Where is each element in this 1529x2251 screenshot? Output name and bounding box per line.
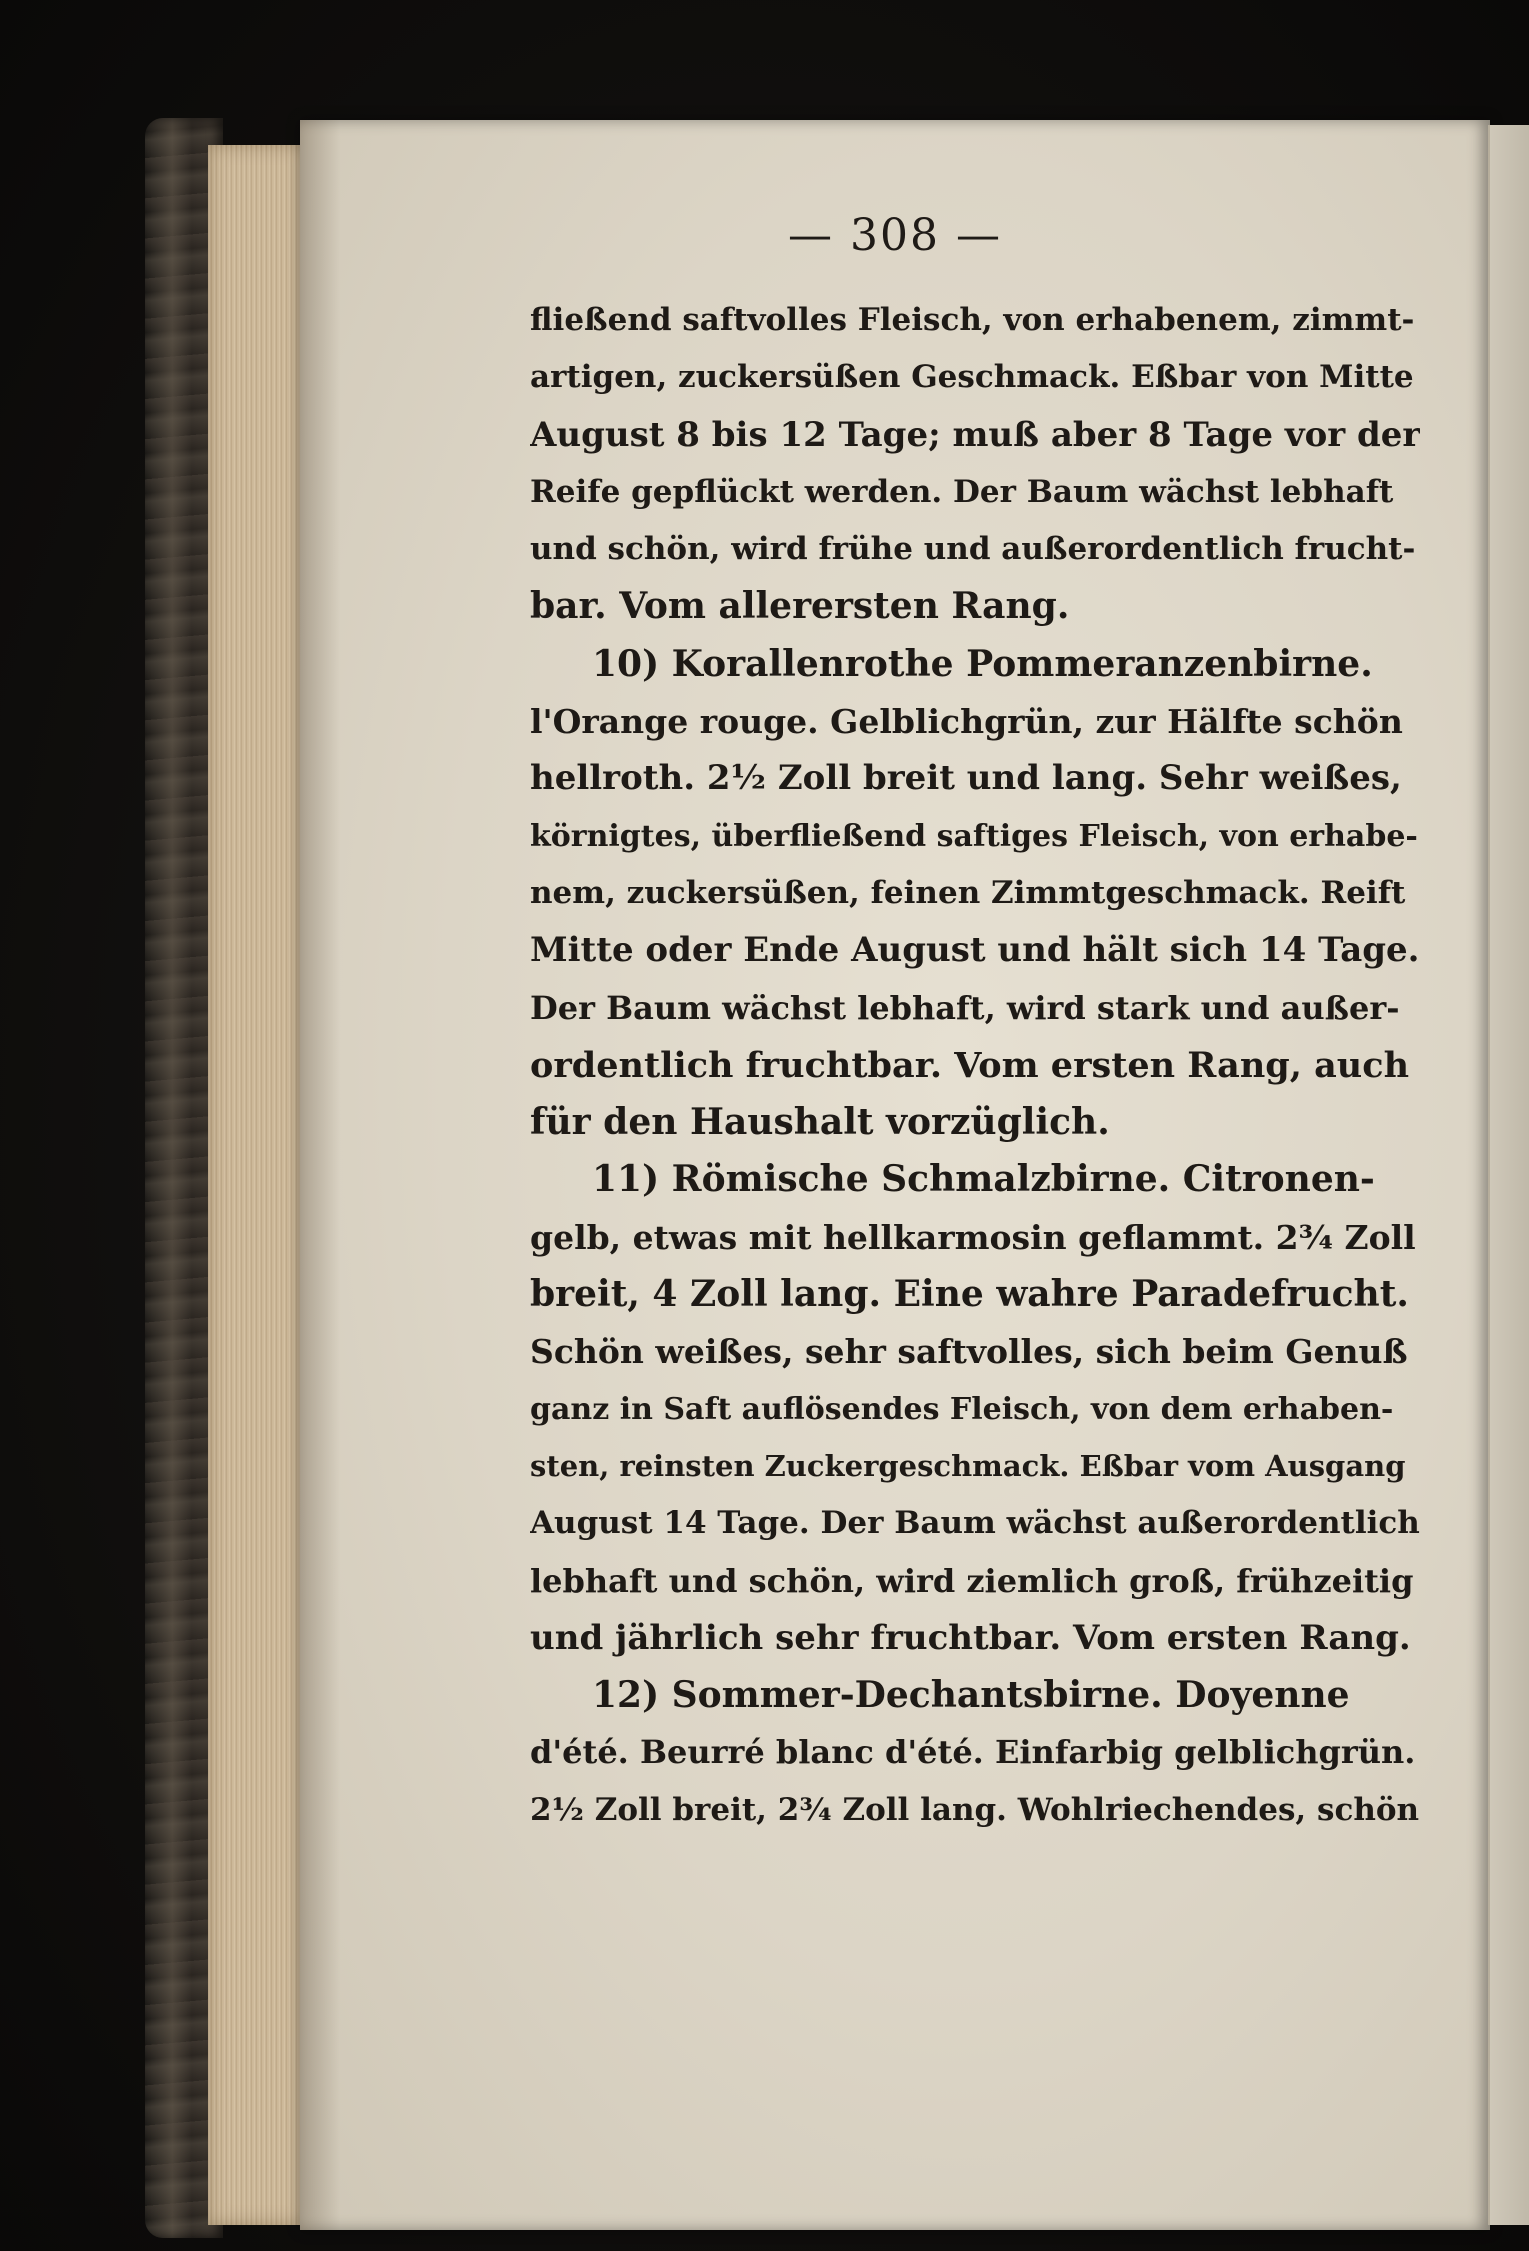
text-line: 2½ Zoll breit, 2¾ Zoll lang. Wohlriechendes, schön bbox=[530, 1791, 1420, 1828]
text-line: artigen, zuckersüßen Geschmack. Eßbar von Mitte bbox=[530, 359, 1414, 396]
text-line: gelb, etwas mit hellkarmosin geflammt. 2¾ Zoll bbox=[530, 1217, 1416, 1257]
text-line: Der Baum wächst lebhaft, wird stark und außer- bbox=[530, 988, 1400, 1027]
text-line: körnigtes, überfließend saftiges Fleisch, von erhabe- bbox=[530, 818, 1418, 854]
entry-heading-11: 11) Römische Schmalzbirne. Citronen- bbox=[592, 1158, 1375, 1201]
text-line: für den Haushalt vorzüglich. bbox=[530, 1101, 1110, 1144]
text-line: August 8 bis 12 Tage; muß aber 8 Tage vor der bbox=[530, 414, 1420, 455]
page-edges bbox=[208, 145, 308, 2225]
body-text bbox=[530, 292, 1420, 1839]
text-line: l'Orange rouge. Gelblichgrün, zur Hälfte schön bbox=[530, 702, 1403, 742]
page-number: — 308 — bbox=[788, 210, 1002, 261]
text-line: sten, reinsten Zuckergeschmack. Eßbar vom Ausgang bbox=[530, 1448, 1406, 1483]
text-line: nem, zuckersüßen, feinen Zimmtgeschmack. Reift bbox=[530, 874, 1406, 911]
text-line: und schön, wird frühe und außerordentlich frucht- bbox=[530, 531, 1416, 568]
facing-page-edge bbox=[1488, 125, 1529, 2225]
entry-heading-10: 10) Korallenrothe Pommeranzenbirne. bbox=[592, 642, 1373, 685]
text-line: breit, 4 Zoll lang. Eine wahre Paradefrucht. bbox=[530, 1273, 1409, 1316]
page-gutter-shadow bbox=[300, 120, 340, 2230]
text-line: Schön weißes, sehr saftvolles, sich beim Genuß bbox=[530, 1332, 1408, 1372]
entry-heading-12: 12) Sommer-Dechantsbirne. Doyenne bbox=[592, 1674, 1350, 1717]
text-line: bar. Vom allerersten Rang. bbox=[530, 585, 1070, 628]
text-line: Mitte oder Ende August und hält sich 14 Tage. bbox=[530, 930, 1420, 971]
text-line: ganz in Saft auflösendes Fleisch, von dem erhaben- bbox=[530, 1391, 1394, 1427]
text-line: fließend saftvolles Fleisch, von erhabenem, zimmt- bbox=[530, 302, 1415, 338]
text-line: und jährlich sehr fruchtbar. Vom ersten Rang. bbox=[530, 1617, 1411, 1658]
text-line: August 14 Tage. Der Baum wächst außerordentlich bbox=[530, 1505, 1420, 1542]
text-line: d'été. Beurré blanc d'été. Einfarbig gelblichgrün. bbox=[530, 1733, 1416, 1772]
text-line: ordentlich fruchtbar. Vom ersten Rang, auch bbox=[530, 1044, 1410, 1086]
text-line: lebhaft und schön, wird ziemlich groß, frühzeitig bbox=[530, 1561, 1414, 1600]
text-line: hellroth. 2½ Zoll breit und lang. Sehr weißes, bbox=[530, 758, 1402, 799]
text-line: Reife gepflückt werden. Der Baum wächst lebhaft bbox=[530, 473, 1394, 510]
